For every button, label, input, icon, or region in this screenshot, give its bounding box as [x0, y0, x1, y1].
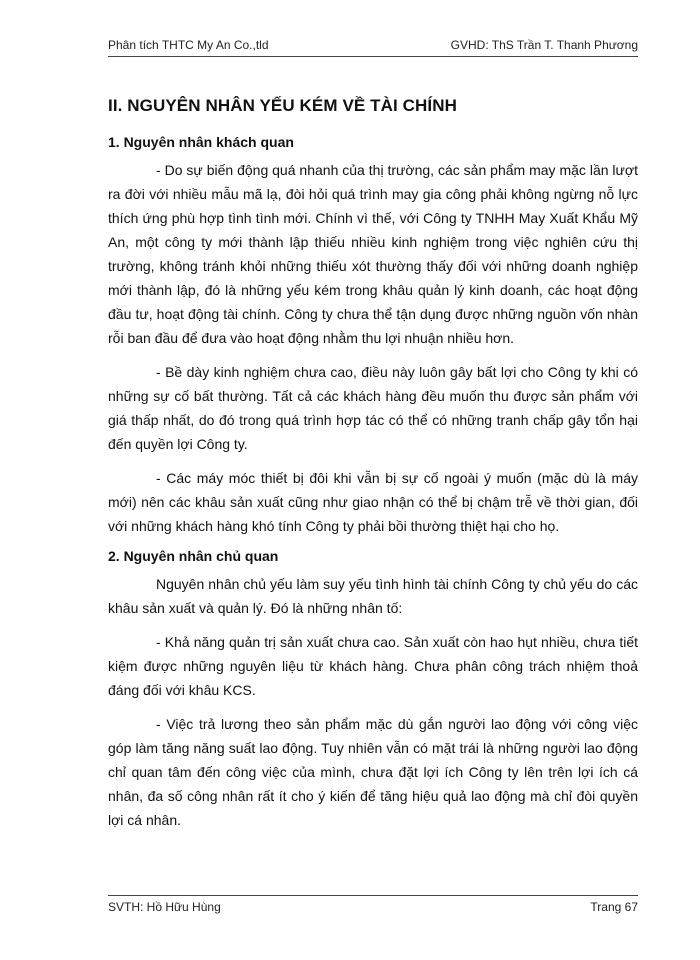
paragraph: - Các máy móc thiết bị đôi khi vẫn bị sự cố ngoài ý muốn (mặc dù là máy mới) nên các khâu sản xuất cũng như giao nhận có thể bị chậm trễ về thời gian, đối với những khách hàng khó tính Công ty phải bồi thường thiệt hại cho họ.: [108, 470, 638, 534]
header-right: GVHD: ThS Trần T. Thanh Phương: [450, 38, 638, 52]
page-content: [108, 96, 638, 842]
paragraph: - Khả năng quản trị sản xuất chưa cao. Sản xuất còn hao hụt nhiều, chưa tiết kiệm được những nguyên liệu từ khách hàng. Chưa phân công trách nhiệm thoả đáng đối với khâu KCS.: [108, 634, 638, 698]
page-footer: [108, 895, 638, 914]
paragraph: - Bề dày kinh nghiệm chưa cao, điều này luôn gây bất lợi cho Công ty khi có những sự cố bất thường. Tất cả các khách hàng đều muốn thu được sản phẩm với giá thấp nhất, do đó trong quá trình hợp tác có thể có những tranh chấp gây tổn hại đến quyền lợi Công ty.: [108, 364, 638, 452]
section-title: II. NGUYÊN NHÂN YẾU KÉM VỀ TÀI CHÍNH: [108, 96, 457, 115]
paragraph: Nguyên nhân chủ yếu làm suy yếu tình hình tài chính Công ty chủ yếu do các khâu sản xuất và quản lý. Đó là những nhân tố:: [108, 576, 638, 616]
subsection-title-subjective: 2. Nguyên nhân chủ quan: [108, 548, 279, 564]
page-header: [108, 38, 638, 57]
header-left: Phân tích THTC My An Co.,tld: [108, 38, 269, 52]
subsection-title-objective: 1. Nguyên nhân khách quan: [108, 134, 294, 150]
footer-author: SVTH: Hồ Hữu Hùng: [108, 900, 221, 914]
page-number: Trang 67: [590, 900, 638, 914]
paragraph: - Do sự biến động quá nhanh của thị trường, các sản phẩm may mặc lần lượt ra đời với nhiều mẫu mã lạ, đòi hỏi quá trình may gia công phải không ngừng nỗ lực thích ứng phù hợp tình tình mới. Chính vì thế, với Công ty TNHH May Xuất Khẩu Mỹ An, một công ty mới thành lập thiếu nhiều kinh nghiệm trong việc nghiên cứu thị trường, không tránh khỏi những thiếu xót thường thấy đối với những doanh nghiệp mới thành lập, đó là những yếu kém trong khâu quản lý kinh doanh, các hoạt động đầu tư, hoạt động tài chính. Công ty chưa thể tận dụng được những nguồn vốn nhàn rỗi ban đầu để đưa vào hoạt động nhằm thu lợi nhuận nhiều hơn.: [108, 162, 638, 346]
paragraph: - Việc trả lương theo sản phẩm mặc dù gắn người lao động với công việc góp làm tăng năng suất lao động. Tuy nhiên vẫn có mặt trái là những người lao động chỉ quan tâm đến công việc của mình, chưa đặt lợi ích Công ty lên trên lợi ích cá nhân, đa số công nhân rất ít cho ý kiến để tăng hiệu quả lao động mà chỉ đòi quyền lợi cá nhân.: [108, 716, 638, 828]
